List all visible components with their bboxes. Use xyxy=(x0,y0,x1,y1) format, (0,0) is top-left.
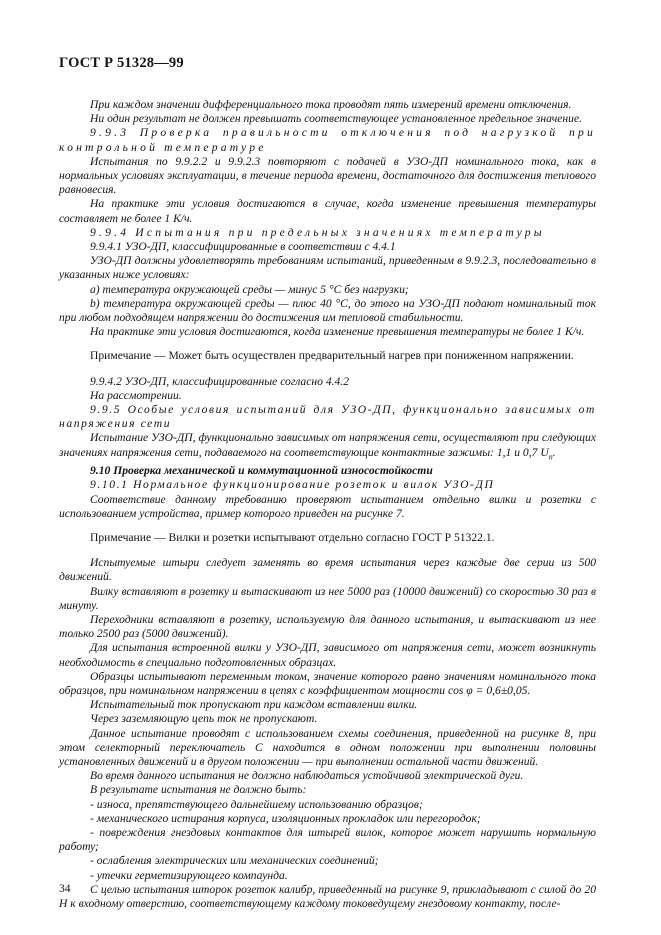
paragraph: Ни один результат не должен превышать соответствующее установленное предельное значение. xyxy=(90,112,582,126)
paragraph: Испытуемые штыри следует заменять во время испытания через каждые две серии из 500 движений. xyxy=(59,556,596,584)
subsection-heading: 9.10.1 Нормальное функционирование розеток и вилок УЗО-ДП xyxy=(90,478,495,492)
voltage-text: Испытание УЗО-ДП, функционально зависимых от напряжения сети, осуществляют при следующих значениях напряжения сети, подаваемого на соответствующие контактные зажимы: 1,1 и 0,7 xyxy=(59,431,596,459)
list-item: - механического истирания корпуса, изоляционных прокладок или перегородок; xyxy=(90,811,481,825)
paragraph: Испытания по 9.9.2.2 и 9.9.2.3 повторяют с подачей в УЗО-ДП номинального тока, как в нормальных условиях эксплуатации, в течение периода времени, достаточного для достижения теплового равновесия. xyxy=(59,154,596,197)
list-item: - износа, препятствующего дальнейшему использованию образцов; xyxy=(90,797,423,811)
note: Примечание — Может быть осуществлен предварительный нагрев при пониженном напряжении. xyxy=(90,349,574,363)
document-body xyxy=(59,98,596,911)
voltage-symbol: U xyxy=(540,445,549,459)
section-heading: 9.9.4 Испытания при предельных значениях температуры xyxy=(90,225,545,239)
section-heading: 9.10 Проверка механической и коммутационной износостойкости xyxy=(90,464,433,478)
section-heading: 9.9.3 Проверка правильности отключения под нагрузкой при контрольной температуре xyxy=(59,126,596,154)
paragraph: Во время данного испытания не должно наблюдаться устойчивой электрической дуги. xyxy=(90,769,524,783)
paragraph: Образцы испытывают переменным током, значение которого равно значениям номинального тока образцов, при номинальном напряжении в цепях с коэффициентом мощности cos φ = 0,6±0,05. xyxy=(59,669,596,698)
subsection-heading: 9.9.4.2 УЗО-ДП, классифицированные согласно 4.4.2 xyxy=(90,374,350,388)
paragraph: На практике эти условия достигаются в случае, когда изменение превышения температуры составляет не более 1 К/ч. xyxy=(59,197,596,225)
list-item: - ослабления электрических или механических соединений; xyxy=(90,854,379,868)
list-item: - повреждения гнездовых контактов для штырей вилок, которое может нарушить нормальную работу; xyxy=(59,826,596,854)
paragraph: В результате испытания не должно быть: xyxy=(90,783,307,797)
paragraph: Испытательный ток пропускают при каждом вставлении вилки. xyxy=(90,698,418,712)
list-item: b) температура окружающей среды — плюс 40 °С, до этого на УЗО-ДП подают номинальный ток при любом подходящем напряжении до достижения им тепловой стабильности. xyxy=(59,296,596,325)
paragraph: Для испытания встроенной вилки у УЗО-ДП, зависимого от напряжения сети, может возникнуть необходимость в специально подготовленных образцах. xyxy=(59,641,596,669)
list-item: - утечки герметизирующего компаунда. xyxy=(90,868,288,882)
section-heading: 9.9.5 Особые условия испытаний для УЗО-ДП, функционально зависимых от напряжения сети xyxy=(59,403,596,431)
paragraph: На практике эти условия достигаются, когда изменение превышения температуры не более 1 К/ч. xyxy=(90,325,585,339)
note: Примечание — Вилки и розетки испытывают отдельно согласно ГОСТ Р 51322.1. xyxy=(90,531,495,544)
paragraph xyxy=(59,431,596,464)
paragraph: УЗО-ДП должны удовлетворять требованиям испытаний, приведенным в 9.9.2.3, последовательно в указанных ниже условиях: xyxy=(59,254,596,282)
paragraph: С целью испытания шторок розеток калибр, приведенный на рисунке 9, прикладывают с силой до 20 Н к входному отверстию, соответствующему каждому токоведущему гнездовому контакту, после- xyxy=(59,882,596,911)
paragraph: При каждом значении дифференциального тока проводят пять измерений времени отключения. xyxy=(90,98,572,111)
paragraph: Соответствие данному требованию проверяют испытанием отдельно вилки и розетки с использованием устройства, пример которого приведен на рисунке 7. xyxy=(59,492,596,520)
paragraph: Данное испытание проводят с использованием схемы соединения, приведенной на рисунке 8, при этом селекторный переключатель С находится в одном положении при выполнении половины установленных движений и в другом положении — при выполнении остальной части движений. xyxy=(59,726,596,769)
voltage-subscript: n xyxy=(548,451,553,461)
page-number: 34 xyxy=(59,882,71,895)
paragraph: Вилку вставляют в розетку и вытаскивают из нее 5000 раз (10000 движений) со скоростью 30 раз в минуту. xyxy=(59,584,596,612)
standard-header: ГОСТ Р 51328—99 xyxy=(59,55,184,71)
paragraph: Через заземляющую цепь ток не пропускают. xyxy=(90,712,318,726)
voltage-suffix: . xyxy=(552,445,556,459)
paragraph: На рассмотрении. xyxy=(90,388,182,402)
paragraph: Переходники вставляют в розетку, используемую для данного испытания, и вытаскивают из нее только 2500 раз (5000 движений). xyxy=(59,613,596,641)
subsection-heading: 9.9.4.1 УЗО-ДП, классифицированные в соответствии с 4.4.1 xyxy=(90,240,396,254)
list-item: а) температура окружающей среды — минус 5 °С без нагрузки; xyxy=(90,282,409,296)
